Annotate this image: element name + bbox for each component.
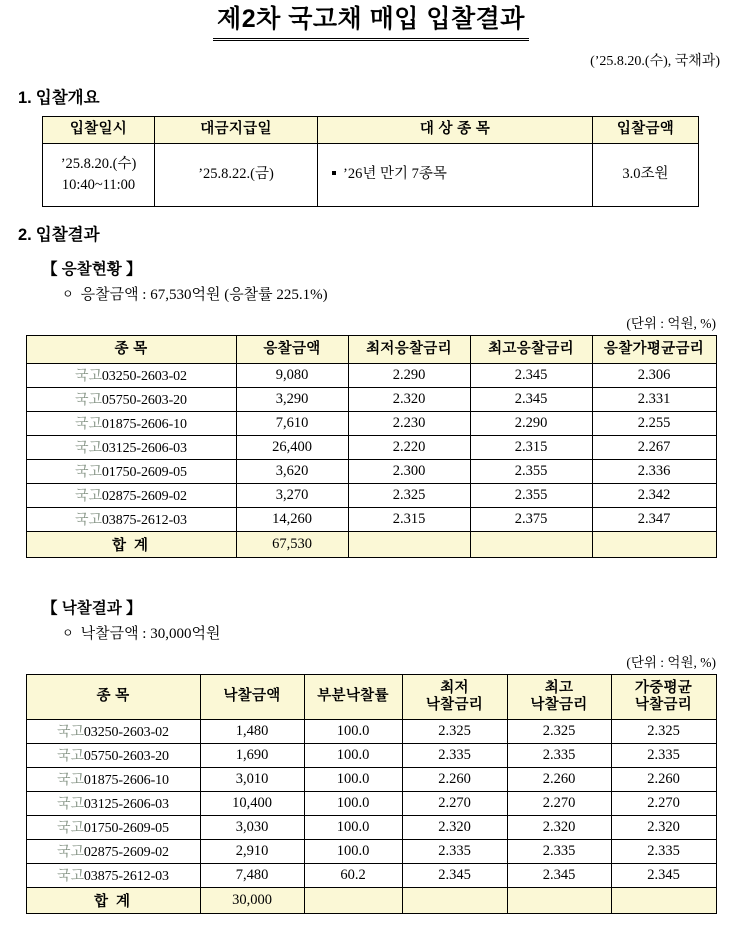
col-header-bid-amount: 입찰금액 (593, 116, 699, 143)
bid-datetime-line2: 10:40~11:00 (61, 176, 136, 193)
col-header-min-rate-line2: 낙찰금리 (425, 696, 484, 713)
section-1-title: 입찰개요 (35, 88, 100, 107)
issue-number: 03250-2603-02 (83, 725, 169, 740)
cell-max-bid-rate: 2.375 (470, 507, 592, 531)
issue-prefix: 국고 (57, 845, 84, 860)
issue-prefix: 국고 (75, 489, 102, 504)
cell-min-bid-rate: 2.300 (348, 459, 470, 483)
cell-issue-code (26, 387, 236, 411)
issue-prefix: 국고 (57, 821, 84, 836)
cell-max-bid-rate: 2.355 (470, 483, 592, 507)
col-header-award-amount-line1: 낙찰금액 (223, 688, 281, 705)
table-row (26, 387, 716, 411)
total-blank-1 (304, 887, 402, 913)
cell-issue-code (26, 839, 200, 863)
bid-status-unit-note: (단위 : 억원, %) (626, 315, 716, 331)
issue-prefix: 국고 (75, 417, 102, 432)
total-bid-amount: 67,530 (236, 531, 348, 557)
cell-weighted-avg-award-rate: 2.325 (611, 719, 716, 743)
issue-number: 03875-2612-03 (83, 869, 169, 884)
cell-bid-amount: 14,260 (236, 507, 348, 531)
section-2-number: 2. (18, 225, 32, 244)
cell-avg-bid-rate: 2.342 (592, 483, 716, 507)
cell-avg-bid-rate: 2.336 (592, 459, 716, 483)
cell-partial-award-ratio: 100.0 (304, 815, 402, 839)
cell-award-amount: 3,010 (200, 767, 304, 791)
award-result-summary (62, 622, 742, 643)
cell-weighted-avg-award-rate: 2.270 (611, 791, 716, 815)
cell-issue-code (26, 483, 236, 507)
issue-prefix: 국고 (57, 869, 84, 884)
total-blank-3 (592, 531, 716, 557)
cell-issue-code (26, 459, 236, 483)
cell-avg-bid-rate: 2.255 (592, 411, 716, 435)
cell-bid-amount: 7,610 (236, 411, 348, 435)
bid-status-table (26, 335, 717, 558)
circle-bullet-icon: ㅇ (62, 286, 74, 301)
cell-max-bid-rate: 2.315 (470, 435, 592, 459)
cell-bid-amount: 9,080 (236, 363, 348, 387)
cell-bid-amount: 3,270 (236, 483, 348, 507)
bid-status-heading: 【 응찰현황 】 (42, 260, 142, 278)
bid-status-total-row (26, 531, 716, 557)
cell-partial-award-ratio: 60.2 (304, 863, 402, 887)
cell-partial-award-ratio: 100.0 (304, 839, 402, 863)
cell-avg-bid-rate: 2.347 (592, 507, 716, 531)
section-1-number: 1. (18, 88, 32, 107)
issue-number: 03875-2612-03 (101, 513, 187, 528)
section-2-heading (18, 221, 742, 245)
issue-number: 01750-2609-05 (83, 821, 169, 836)
byline: (’25.8.20.(수), 국채과) (590, 53, 720, 69)
bid-status-summary (62, 283, 742, 304)
cell-bid-amount: 3.0조원 (593, 143, 699, 206)
col-header-issue: 종 목 (26, 335, 236, 363)
total-award-amount: 30,000 (200, 887, 304, 913)
cell-max-award-rate: 2.325 (507, 719, 611, 743)
total-blank-1 (348, 531, 470, 557)
bid-status-summary-text: 응찰금액 : 67,530억원 (응찰률 225.1%) (80, 286, 328, 303)
award-result-table-body (26, 719, 716, 887)
col-header-partial-award-ratio (304, 674, 402, 719)
cell-weighted-avg-award-rate: 2.335 (611, 743, 716, 767)
cell-min-award-rate: 2.320 (402, 815, 507, 839)
cell-issue-code (26, 411, 236, 435)
cell-min-bid-rate: 2.230 (348, 411, 470, 435)
col-header-max-rate-line2: 낙찰금리 (530, 696, 588, 713)
table-row (26, 507, 716, 531)
table-row (26, 435, 716, 459)
table-row (26, 483, 716, 507)
table-row (26, 863, 716, 887)
col-header-min-bid-rate: 최저응찰금리 (348, 335, 470, 363)
col-header-avg-rate-line2: 낙찰금리 (634, 696, 693, 713)
cell-bid-amount: 26,400 (236, 435, 348, 459)
section-1-heading (18, 84, 742, 108)
col-header-partial-line1: 부분낙찰률 (317, 688, 389, 705)
cell-award-amount: 10,400 (200, 791, 304, 815)
square-bullet-icon (332, 171, 336, 175)
table-header-row (26, 335, 716, 363)
table-row (26, 363, 716, 387)
cell-min-award-rate: 2.260 (402, 767, 507, 791)
cell-min-bid-rate: 2.315 (348, 507, 470, 531)
col-header-avg-rate-line1: 가중평균 (634, 680, 693, 697)
col-header-min-rate-line1: 최저 (440, 680, 469, 697)
issue-prefix: 국고 (75, 513, 102, 528)
total-blank-2 (470, 531, 592, 557)
cell-issue-code (26, 507, 236, 531)
cell-award-amount: 7,480 (200, 863, 304, 887)
cell-partial-award-ratio: 100.0 (304, 743, 402, 767)
cell-max-bid-rate: 2.355 (470, 459, 592, 483)
col-header-min-award-rate (402, 674, 507, 719)
cell-weighted-avg-award-rate: 2.335 (611, 839, 716, 863)
cell-max-award-rate: 2.345 (507, 863, 611, 887)
issue-prefix: 국고 (57, 773, 84, 788)
cell-issue-code (26, 863, 200, 887)
cell-max-bid-rate: 2.290 (470, 411, 592, 435)
col-header-award-amount (200, 674, 304, 719)
issue-number: 03125-2606-03 (101, 441, 187, 456)
award-result-table (26, 674, 717, 914)
total-label: 합 계 (26, 531, 236, 557)
cell-max-award-rate: 2.320 (507, 815, 611, 839)
issue-prefix: 국고 (75, 465, 102, 480)
issue-prefix: 국고 (57, 725, 84, 740)
table-row (26, 459, 716, 483)
award-result-heading: 【 낙찰결과 】 (42, 599, 142, 617)
cell-award-amount: 1,480 (200, 719, 304, 743)
issue-number: 05750-2603-20 (83, 749, 169, 764)
cell-max-award-rate: 2.335 (507, 839, 611, 863)
issue-prefix: 국고 (75, 369, 102, 384)
cell-award-amount: 1,690 (200, 743, 304, 767)
bid-status-table-body (26, 363, 716, 531)
cell-bid-datetime (43, 143, 155, 206)
cell-issue-code (26, 719, 200, 743)
issue-number: 01875-2606-10 (83, 773, 169, 788)
cell-avg-bid-rate: 2.331 (592, 387, 716, 411)
cell-max-bid-rate: 2.345 (470, 363, 592, 387)
col-header-target-issues: 대 상 종 목 (318, 116, 593, 143)
col-header-weighted-avg-award-rate (611, 674, 716, 719)
col-header-avg-bid-rate: 응찰가평균금리 (592, 335, 716, 363)
target-issues-text: ’26년 만기 7종목 (343, 166, 447, 183)
cell-min-award-rate: 2.335 (402, 743, 507, 767)
col-header-issue-line1: 종 목 (96, 688, 130, 705)
bid-datetime-line1: ’25.8.20.(수) (60, 155, 137, 172)
cell-max-award-rate: 2.335 (507, 743, 611, 767)
cell-min-bid-rate: 2.325 (348, 483, 470, 507)
cell-weighted-avg-award-rate: 2.260 (611, 767, 716, 791)
total-blank-4 (611, 887, 716, 913)
total-blank-3 (507, 887, 611, 913)
title-block (0, 0, 742, 41)
cell-avg-bid-rate: 2.267 (592, 435, 716, 459)
cell-max-award-rate: 2.270 (507, 791, 611, 815)
cell-partial-award-ratio: 100.0 (304, 791, 402, 815)
table-row (26, 719, 716, 743)
issue-number: 01875-2606-10 (101, 417, 187, 432)
page-title: 제2차 국고채 매입 입찰결과 (213, 6, 529, 41)
cell-award-amount: 2,910 (200, 839, 304, 863)
table-header-row (26, 674, 716, 719)
award-result-unit-note: (단위 : 억원, %) (626, 654, 716, 670)
cell-issue-code (26, 791, 200, 815)
cell-weighted-avg-award-rate: 2.345 (611, 863, 716, 887)
section-2-title: 입찰결과 (35, 225, 100, 244)
cell-weighted-avg-award-rate: 2.320 (611, 815, 716, 839)
table-row (26, 815, 716, 839)
table-row (26, 839, 716, 863)
table-row (26, 411, 716, 435)
issue-number: 02875-2609-02 (83, 845, 169, 860)
issue-prefix: 국고 (75, 393, 102, 408)
circle-bullet-icon: ㅇ (62, 625, 74, 640)
col-header-max-award-rate (507, 674, 611, 719)
issue-number: 01750-2609-05 (101, 465, 187, 480)
col-header-bid-datetime: 입찰일시 (43, 116, 155, 143)
table-row (26, 743, 716, 767)
total-label: 합 계 (26, 887, 200, 913)
issue-number: 03250-2603-02 (101, 369, 187, 384)
issue-number: 02875-2609-02 (101, 489, 187, 504)
issue-prefix: 국고 (57, 749, 84, 764)
cell-issue-code (26, 767, 200, 791)
cell-issue-code (26, 435, 236, 459)
award-result-summary-text: 낙찰금액 : 30,000억원 (80, 625, 221, 642)
cell-min-award-rate: 2.345 (402, 863, 507, 887)
table-header-row (43, 116, 699, 143)
cell-max-award-rate: 2.260 (507, 767, 611, 791)
cell-avg-bid-rate: 2.306 (592, 363, 716, 387)
cell-bid-amount: 3,290 (236, 387, 348, 411)
cell-issue-code (26, 363, 236, 387)
col-header-bid-amount: 응찰금액 (236, 335, 348, 363)
cell-max-bid-rate: 2.345 (470, 387, 592, 411)
cell-target-issues (318, 143, 593, 206)
cell-min-award-rate: 2.325 (402, 719, 507, 743)
cell-partial-award-ratio: 100.0 (304, 767, 402, 791)
cell-award-amount: 3,030 (200, 815, 304, 839)
issue-prefix: 국고 (75, 441, 102, 456)
cell-issue-code (26, 815, 200, 839)
col-header-payment-date: 대금지급일 (155, 116, 318, 143)
cell-bid-amount: 3,620 (236, 459, 348, 483)
cell-payment-date: ’25.8.22.(금) (155, 143, 318, 206)
cell-min-award-rate: 2.335 (402, 839, 507, 863)
issue-number: 05750-2603-20 (101, 393, 187, 408)
col-header-max-rate-line1: 최고 (544, 680, 574, 697)
issue-number: 03125-2606-03 (83, 797, 169, 812)
cell-min-bid-rate: 2.220 (348, 435, 470, 459)
table-row (26, 767, 716, 791)
cell-min-bid-rate: 2.290 (348, 363, 470, 387)
cell-partial-award-ratio: 100.0 (304, 719, 402, 743)
col-header-issue (26, 674, 200, 719)
total-blank-2 (402, 887, 507, 913)
col-header-max-bid-rate: 최고응찰금리 (470, 335, 592, 363)
cell-issue-code (26, 743, 200, 767)
bid-overview-table (42, 116, 699, 207)
award-result-total-row (26, 887, 716, 913)
table-row (43, 143, 699, 206)
issue-prefix: 국고 (57, 797, 84, 812)
cell-min-award-rate: 2.270 (402, 791, 507, 815)
cell-min-bid-rate: 2.320 (348, 387, 470, 411)
table-row (26, 791, 716, 815)
